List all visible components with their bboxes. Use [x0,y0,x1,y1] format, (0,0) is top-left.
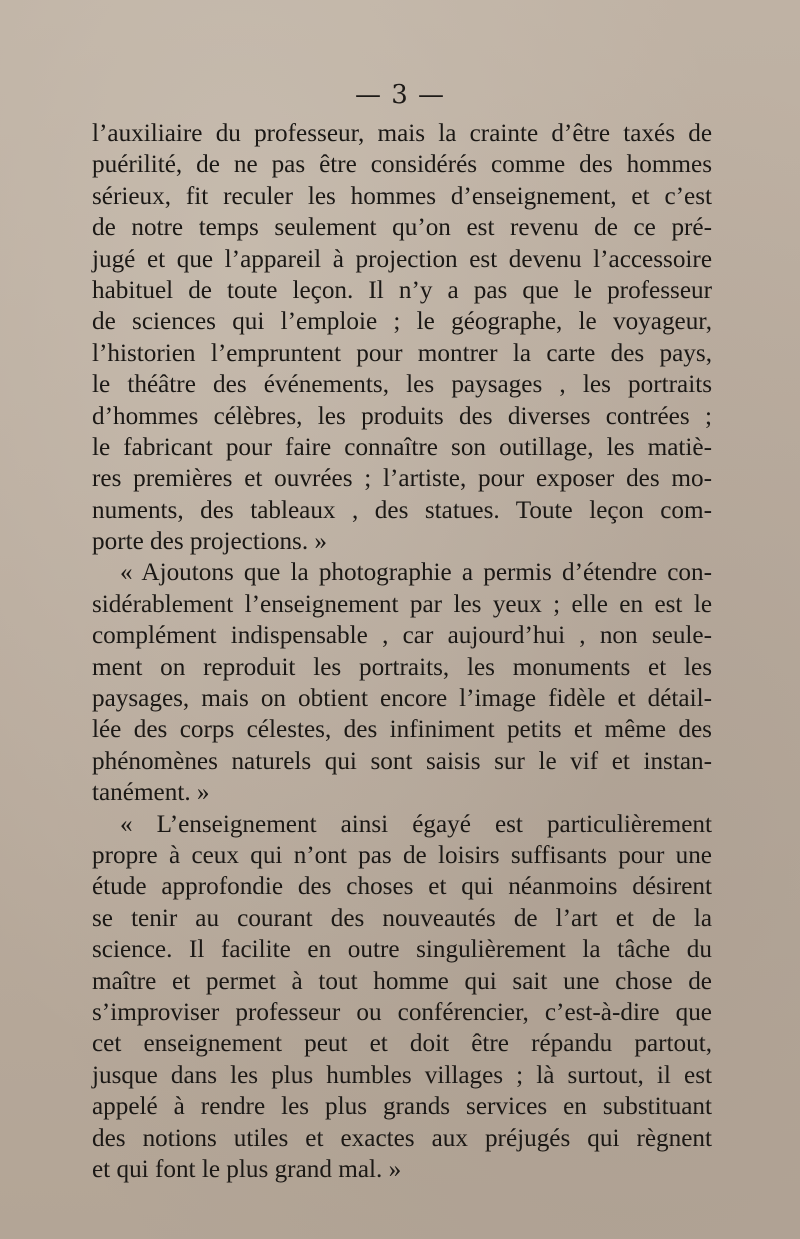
text-line: l’auxiliaire du professeur, mais la crainte d’être taxés de [92,120,712,147]
text-line: étude approfondie des choses et qui néanmoins désirent [92,873,712,901]
text-line: habituel de toute leçon. Il n’y a pas que le professeur [92,276,712,304]
text-line: porte des projections. » [92,528,328,556]
text-line: lée des corps célestes, des infiniment petits et même des [92,716,712,744]
text-line: cet enseignement peut et doit être répandu partout, [92,1030,712,1058]
text-line: le théâtre des événements, les paysages , les portraits [92,371,712,399]
text-line: propre à ceux qui n’ont pas de loisirs suffisants pour une [92,841,712,869]
text-line: de sciences qui l’emploie ; le géographe, le voyageur, [92,308,712,336]
text-line: paysages, mais on obtient encore l’image fidèle et détail- [92,685,712,713]
text-line: maître et permet à tout homme qui sait une chose de [92,967,712,995]
text-line: sérieux, fit reculer les hommes d’enseignement, et c’est [92,182,712,210]
text-line: numents, des tableaux , des statues. Toute leçon com- [92,496,712,524]
text-line: d’hommes célèbres, les produits des diverses contrées ; [92,402,712,430]
text-line: jugé et que l’appareil à projection est devenu l’accessoire [92,245,712,273]
text-line: res premières et ouvrées ; l’artiste, pour exposer des mo- [92,465,712,493]
text-line: jusque dans les plus humbles villages ; là surtout, il est [92,1061,712,1089]
page-number: — 3 — [354,80,446,110]
text-line: de notre temps seulement qu’on est revenu de ce pré- [92,214,712,242]
text-line: et qui font le plus grand mal. » [92,1155,402,1183]
text-line: sidérablement l’enseignement par les yeux ; elle en est le [92,590,712,618]
text-line: des notions utiles et exactes aux préjugés qui règnent [92,1124,712,1152]
body-text [92,118,712,1185]
text-line: « L’enseignement ainsi égayé est particulièrement [120,810,712,838]
text-line: se tenir au courant des nouveautés de l’art et de la [92,904,712,932]
text-line: l’historien l’empruntent pour montrer la carte des pays, [92,339,712,367]
text-line: appelé à rendre les plus grands services en substituant [92,1093,712,1121]
text-line: tanément. » [92,779,210,807]
text-line: puérilité, de ne pas être considérés comme des hommes [92,151,712,179]
text-line: le fabricant pour faire connaître son outillage, les matiè- [92,433,712,461]
text-line: « Ajoutons que la photographie a permis d’étendre con- [120,559,712,587]
text-line: science. Il facilite en outre singulièrement la tâche du [92,936,712,964]
text-line: phénomènes naturels qui sont saisis sur le vif et instan- [92,747,712,775]
text-line: complément indispensable , car aujourd’hui , non seule- [92,622,712,650]
text-line: ment on reproduit les portraits, les monuments et les [92,653,712,681]
text-line: s’improviser professeur ou conférencier, c’est-à-dire que [92,998,712,1026]
